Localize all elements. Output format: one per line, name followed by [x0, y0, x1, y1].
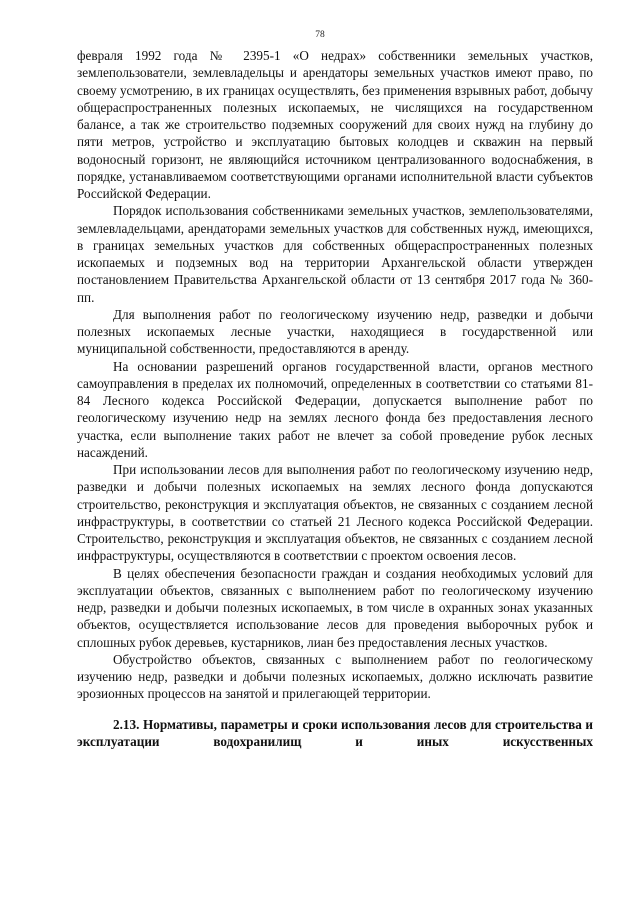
- document-body: [77, 47, 593, 750]
- paragraph-7: Обустройство объектов, связанных с выполнением работ по геологическому изучению недр, разведки и добычи полезных ископаемых, должно исключать развитие эрозионных процессов на занятой и прилегающей территории.: [77, 651, 593, 702]
- paragraph-3: Для выполнения работ по геологическому изучению недр, разведки и добычи полезных ископаемых лесные участки, находящиеся в государственной или муниципальной собственности, предоставляются в аренду.: [77, 306, 593, 357]
- page-number: 78: [315, 30, 325, 40]
- paragraph-2: Порядок использования собственниками земельных участков, землепользователями, землевладельцами, арендаторами земельных участков для собственных нужд, имеющихся, в границах земельных участков для собственных общераспространенных полезных ископаемых и подземных вод на территории Архангельской области утвержден постановлением Правительства Архангельской области от 13 сентября 2017 года № 360-пп.: [77, 203, 593, 305]
- paragraph-1: февраля 1992 года № 2395-1 «О недрах» собственники земельных участков, землепользователи, землевладельцы и арендаторы земельных участков имеют право, по своему усмотрению, в их границах осуществлять, без применения взрывных работ, добычу общераспространенных полезных ископаемых, не числящихся на государственном балансе, а так же строительство подземных сооружений для своих нужд на глубину до пяти метров, устройство и эксплуатацию бытовых колодцев и скважин на первый водоносный горизонт, не являющийся источником централизованного водоснабжения, в порядке, устанавливаемом соответствующими органами исполнительной власти субъектов Российской Федерации.: [77, 48, 593, 201]
- paragraph-6: В целях обеспечения безопасности граждан и создания необходимых условий для эксплуатации объектов, связанных с выполнением работ по геологическому изучению недр, разведки и добычи полезных ископаемых, в том числе в охранных зонах указанных объектов, осуществляется использование лесов для проведения выборочных рубок и сплошных рубок деревьев, кустарников, лиан без предоставления лесных участков.: [77, 565, 593, 650]
- section-heading: 2.13. Нормативы, параметры и сроки использования лесов для строительства и эксплуатации водохранилищ и иных искусственных: [77, 716, 593, 749]
- paragraph-5: При использовании лесов для выполнения работ по геологическому изучению недр, разведки и добычи полезных ископаемых на землях лесного фонда допускаются строительство, реконструкция и эксплуатация объектов, не связанных с созданием лесной инфраструктуры, в соответствии со статьей 21 Лесного кодекса Российской Федерации. Строительство, реконструкция и эксплуатация объектов, не связанных с созданием лесной инфраструктуры, осуществляются в соответствии с проектом освоения лесов.: [77, 462, 593, 564]
- paragraph-4: На основании разрешений органов государственной власти, органов местного самоуправления в пределах их полномочий, определенных в соответствии со статьями 81-84 Лесного кодекса Российской Федерации, допускается выполнение работ по геологическому изучению недр на землях лесного фонда без предоставления лесного участка, если выполнение таких работ не влечет за собой проведение рубок лесных насаждений.: [77, 358, 593, 460]
